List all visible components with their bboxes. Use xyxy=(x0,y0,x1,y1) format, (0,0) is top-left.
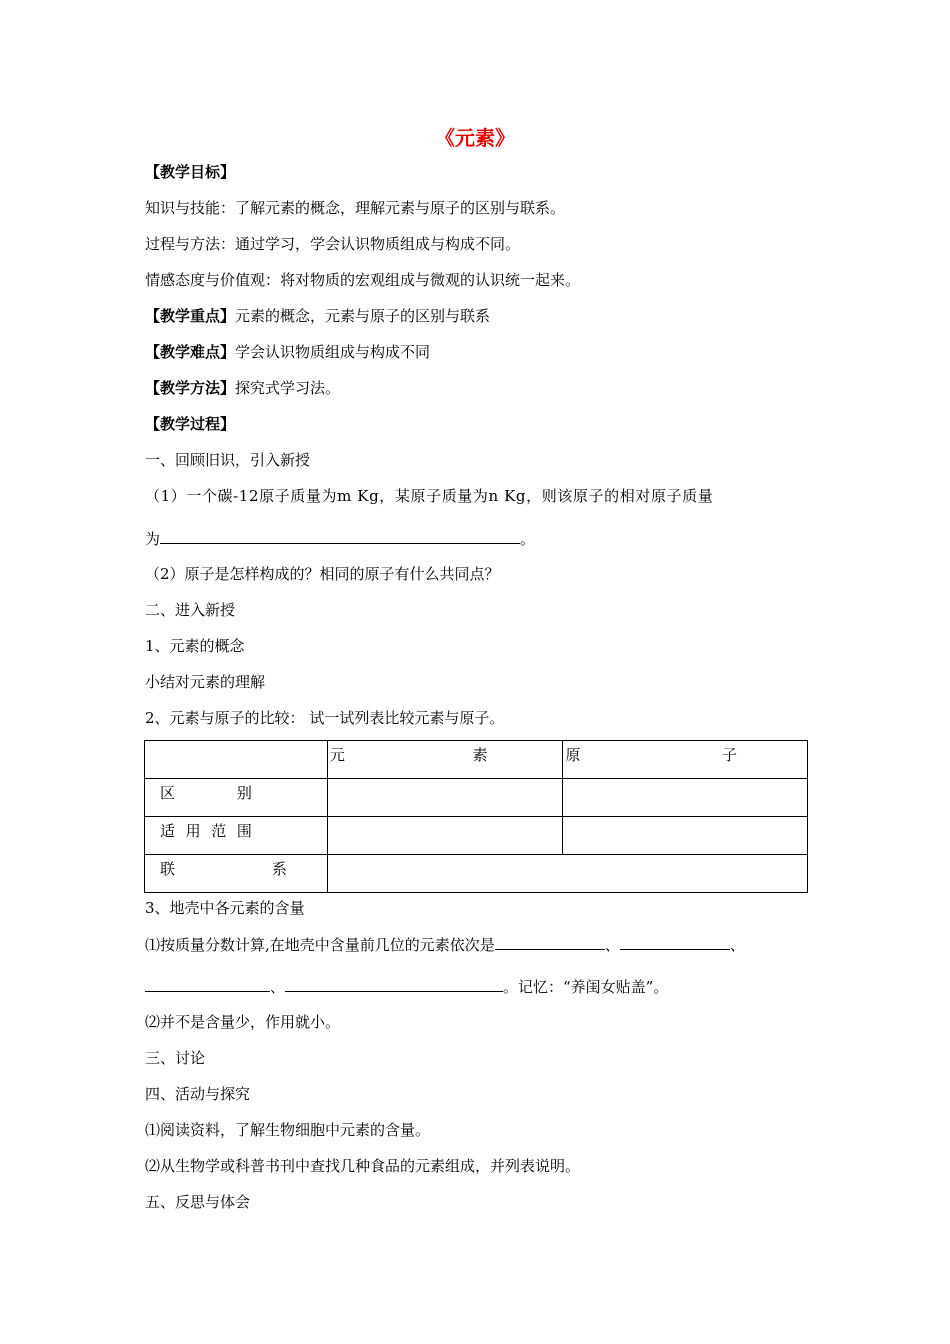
item-element-summary: 小结对元素的理解 xyxy=(145,673,266,691)
separator: 、 xyxy=(604,936,620,954)
answer-blank[interactable] xyxy=(495,934,605,950)
table-row xyxy=(145,817,808,855)
table-label-difference: 区 别 xyxy=(145,779,328,817)
key-point-text: 元素的概念，元素与原子的区别与联系 xyxy=(235,307,491,325)
answer-blank[interactable] xyxy=(285,976,503,992)
table-cell[interactable] xyxy=(563,779,808,817)
objective-emotion: 情感态度与价值观：将对物质的宏观组成与微观的认识统一起来。 xyxy=(145,271,581,289)
objective-process: 过程与方法：通过学习，学会认识物质组成与构成不同。 xyxy=(145,235,521,253)
crust-memo: 。记忆：“养闺女贴盖”。 xyxy=(503,978,669,996)
table-row xyxy=(145,855,808,893)
activity-2: ⑵从生物学或科普书刊中查找几种食品的元素组成，并列表说明。 xyxy=(145,1157,581,1175)
separator: 、 xyxy=(270,978,286,996)
process-heading: 【教学过程】 xyxy=(145,415,236,433)
table-row xyxy=(145,741,808,779)
objective-knowledge: 知识与技能：了解元素的概念，理解元素与原子的区别与联系。 xyxy=(145,199,566,217)
separator: 、 xyxy=(729,936,745,954)
difficulty-label: 【教学难点】 xyxy=(145,343,236,361)
objectives-heading: 【教学目标】 xyxy=(145,163,236,181)
crust-question-2: ⑵并不是含量少，作用就小。 xyxy=(145,1013,341,1031)
table-cell[interactable] xyxy=(327,779,563,817)
question-2: （2）原子是怎样构成的？相同的原子有什么共同点？ xyxy=(145,565,500,583)
question-1-line2 xyxy=(145,528,535,549)
answer-blank[interactable] xyxy=(620,934,730,950)
item-comparison: 2、元素与原子的比较： 试一试列表比较元素与原子。 xyxy=(145,709,505,727)
key-point-label: 【教学重点】 xyxy=(145,307,236,325)
section2-heading: 二、进入新授 xyxy=(145,601,236,619)
question-1-suffix: 。 xyxy=(520,530,536,548)
method-label: 【教学方法】 xyxy=(145,379,236,397)
section4-heading: 四、活动与探究 xyxy=(145,1085,251,1103)
table-header-atom: 原 子 xyxy=(563,741,808,779)
crust-question-line2 xyxy=(145,976,668,997)
answer-blank[interactable] xyxy=(145,976,270,992)
table-cell[interactable] xyxy=(327,817,563,855)
method-text: 探究式学习法。 xyxy=(235,379,341,397)
section3-heading: 三、讨论 xyxy=(145,1049,206,1067)
table-header-element: 元 素 xyxy=(327,741,563,779)
table-label-connection: 联 系 xyxy=(145,855,328,893)
page-title: 《元素》 xyxy=(435,126,515,150)
crust-question-prefix: ⑴按质量分数计算,在地壳中含量前几位的元素依次是 xyxy=(145,936,495,954)
item-crust-content: 3、地壳中各元素的含量 xyxy=(145,899,305,917)
crust-question-line1 xyxy=(145,934,745,955)
item-element-concept: 1、元素的概念 xyxy=(145,637,245,655)
comparison-table xyxy=(144,740,808,893)
section1-heading: 一、回顾旧识，引入新授 xyxy=(145,451,311,469)
question-1-line1: （1）一个碳-12原子质量为m Kg，某原子质量为n Kg，则该原子的相对原子质量 xyxy=(145,487,714,505)
question-1-prefix: 为 xyxy=(145,530,161,548)
difficulty-text: 学会认识物质组成与构成不同 xyxy=(235,343,431,361)
table-cell xyxy=(145,741,328,779)
table-cell[interactable] xyxy=(563,817,808,855)
table-row xyxy=(145,779,808,817)
difficulty xyxy=(145,342,430,362)
answer-blank[interactable] xyxy=(160,528,520,544)
table-label-scope: 适 用 范 围 xyxy=(145,817,328,855)
section5-heading: 五、反思与体会 xyxy=(145,1193,251,1211)
method xyxy=(145,378,340,398)
activity-1: ⑴阅读资料，了解生物细胞中元素的含量。 xyxy=(145,1121,431,1139)
table-cell[interactable] xyxy=(327,855,807,893)
key-point xyxy=(145,306,490,326)
